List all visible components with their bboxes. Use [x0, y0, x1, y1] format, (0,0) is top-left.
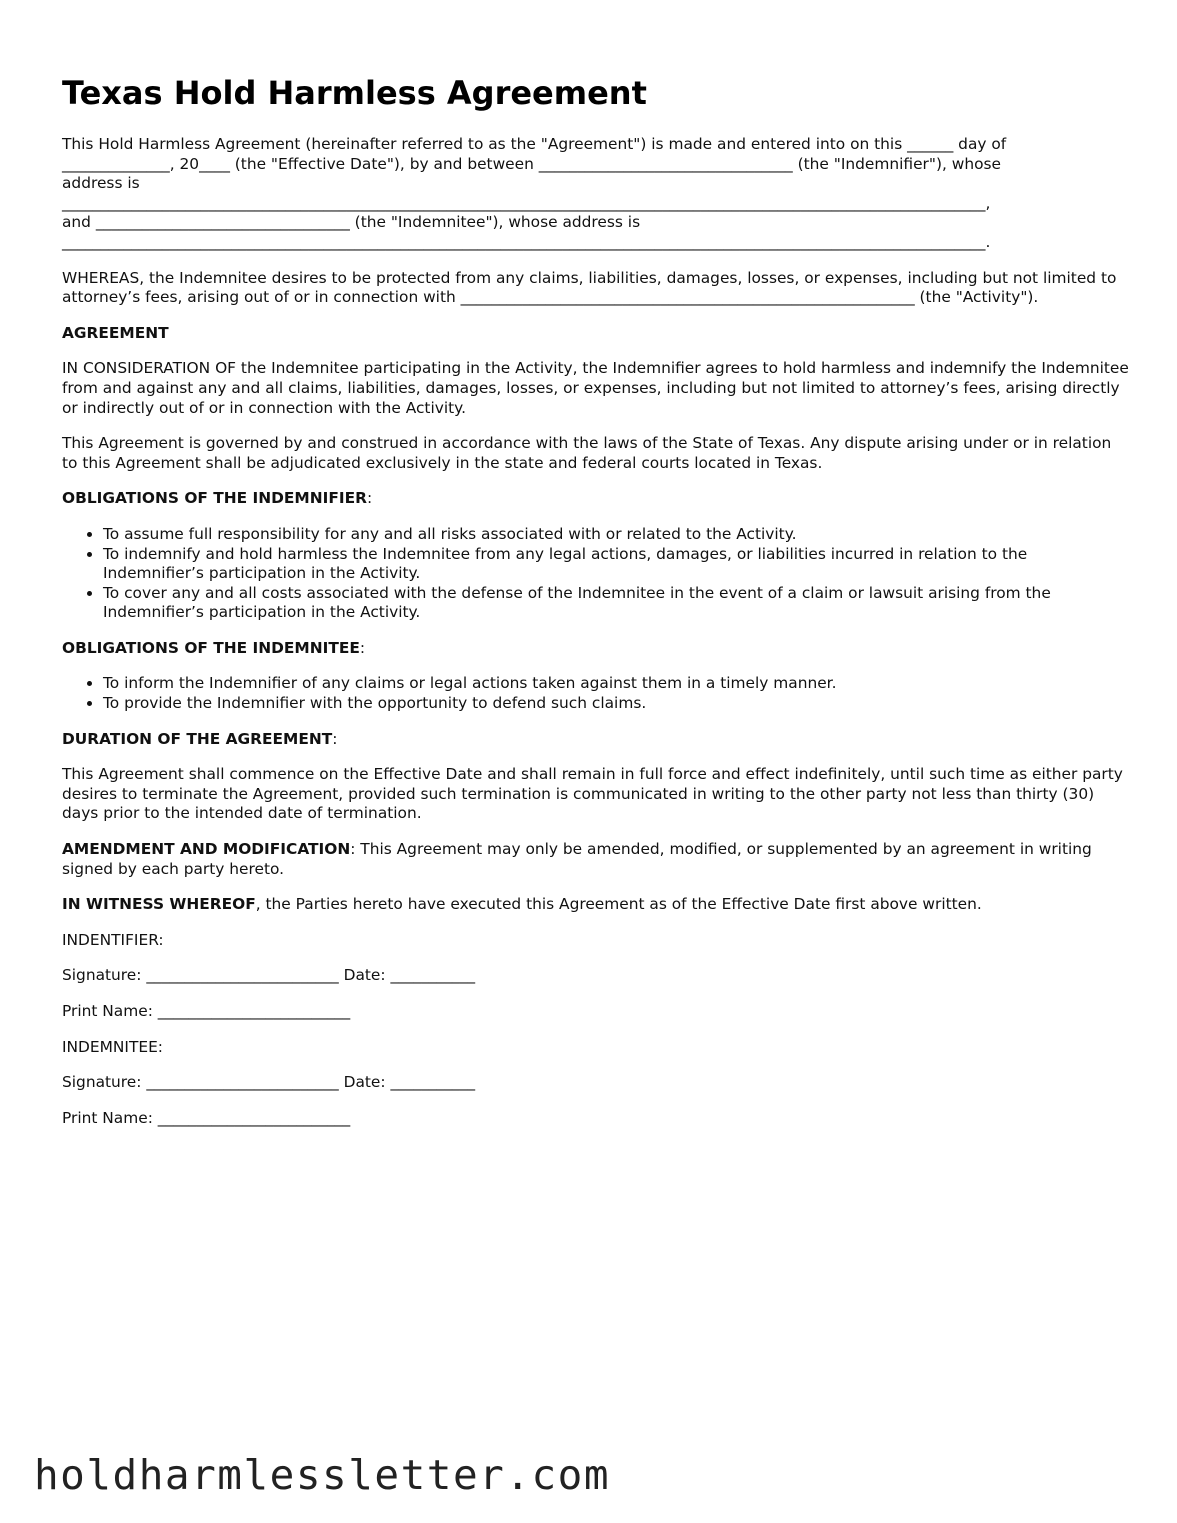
intro-line-3: address is [62, 174, 140, 193]
indemnitee-signature-line[interactable]: Signature: _________________________ Date: ___________ [62, 1073, 476, 1092]
witness-title: IN WITNESS WHEREOF [62, 895, 256, 914]
list-item: • To assume full responsibility for any and all risks associated with or related to the Activity. [103, 525, 1130, 545]
agreement-heading: AGREEMENT [62, 323, 169, 342]
duration-heading [62, 730, 1130, 750]
amendment-title: AMENDMENT AND MODIFICATION [62, 840, 351, 859]
heading-colon: : [366, 489, 373, 508]
duration-paragraph: This Agreement shall commence on the Effective Date and shall remain in full force and effect indefinitely, until such time as either party desires to terminate the Agreement, provided such termination is communicated in writing to the other party not less than thirty (30) days prior to the intended date of termination. [62, 765, 1123, 823]
indemnitee-obligations-list [62, 674, 1130, 713]
intro-line-1: This Hold Harmless Agreement (hereinafter referred to as the "Agreement") is made and entered into on this ______ day of [62, 135, 1007, 153]
governing-law-paragraph: This Agreement is governed by and construed in accordance with the laws of the State of Texas. Any dispute arising under or in relation to this Agreement shall be adjudicated exclusively in the state and federal courts located in Texas. [62, 434, 1112, 472]
footer-website: holdharmlessletter.com [34, 1451, 611, 1499]
intro-line-2: ______________, 20____ (the "Effective Date"), by and between _________________________________ (the "Indemnifier"), whose [62, 154, 1001, 173]
heading-colon: : [332, 729, 338, 748]
consideration-paragraph: IN CONSIDERATION OF the Indemnitee participating in the Activity, the Indemnifier agrees to hold harmless and indemnify the Indemnitee from and against any and all claims, liabilities, damages, losses, or expenses, including but not limited to attorney’s fees, arising directly or indirectly out of or in connection with the Activity. [62, 359, 1129, 417]
duration-title: DURATION OF THE AGREEMENT [62, 729, 333, 748]
indemnifier-obligations-heading [62, 489, 1130, 509]
list-item: • To indemnify and hold harmless the Indemnitee from any legal actions, damages, or liabilities incurred in relation to the Indemnifier’s participation in the Activity. [103, 545, 1130, 584]
document-page [62, 72, 1130, 1144]
list-item: • To cover any and all costs associated with the defense of the Indemnitee in the event of a claim or lawsuit arising from the Indemnifier’s participation in the Activity. [103, 584, 1130, 623]
indemnitee-obligations-heading [62, 639, 1130, 659]
indemnifier-signature-line[interactable]: Signature: _________________________ Date: ___________ [62, 966, 476, 985]
indemnifier-label: INDENTIFIER: [62, 930, 164, 949]
document-title: Texas Hold Harmless Agreement [62, 74, 647, 112]
witness-text: , the Parties hereto have executed this Agreement as of the Effective Date first above written. [255, 895, 982, 914]
indemnitee-print-name-line[interactable]: Print Name: _________________________ [62, 1108, 351, 1127]
witness-paragraph [62, 895, 1130, 915]
indemnifier-print-name-line[interactable]: Print Name: _________________________ [62, 1002, 351, 1020]
list-item: • To provide the Indemnifier with the opportunity to defend such claims. [103, 694, 1130, 714]
heading-colon: : [359, 638, 366, 657]
amendment-paragraph [62, 840, 1130, 879]
indemnifier-obligations-list [62, 525, 1130, 623]
intro-line-6: ________________________________________________________________________________________________________________________. [62, 232, 991, 251]
indemnitee-label: INDEMNITEE: [62, 1037, 163, 1056]
intro-paragraph [62, 135, 1130, 253]
list-item: • To inform the Indemnifier of any claims or legal actions taken against them in a timely manner. [103, 674, 1130, 694]
intro-line-5: and _________________________________ (the "Indemnitee"), whose address is [62, 213, 641, 232]
indemnifier-obligations-title: OBLIGATIONS OF THE INDEMNIFIER [62, 489, 367, 508]
indemnitee-obligations-title: OBLIGATIONS OF THE INDEMNITEE [62, 638, 360, 657]
intro-line-4: ________________________________________________________________________________________________________________________, [62, 193, 991, 212]
whereas-paragraph: WHEREAS, the Indemnitee desires to be protected from any claims, liabilities, damages, losses, or expenses, including but not limited to attorney’s fees, arising out of or in connection with ___________________________________________________________ (the "Activity"). [62, 268, 1117, 307]
amendment-text: : This Agreement may only be amended, modified, or supplemented by an agreement in writing signed by each party hereto. [62, 840, 1092, 878]
